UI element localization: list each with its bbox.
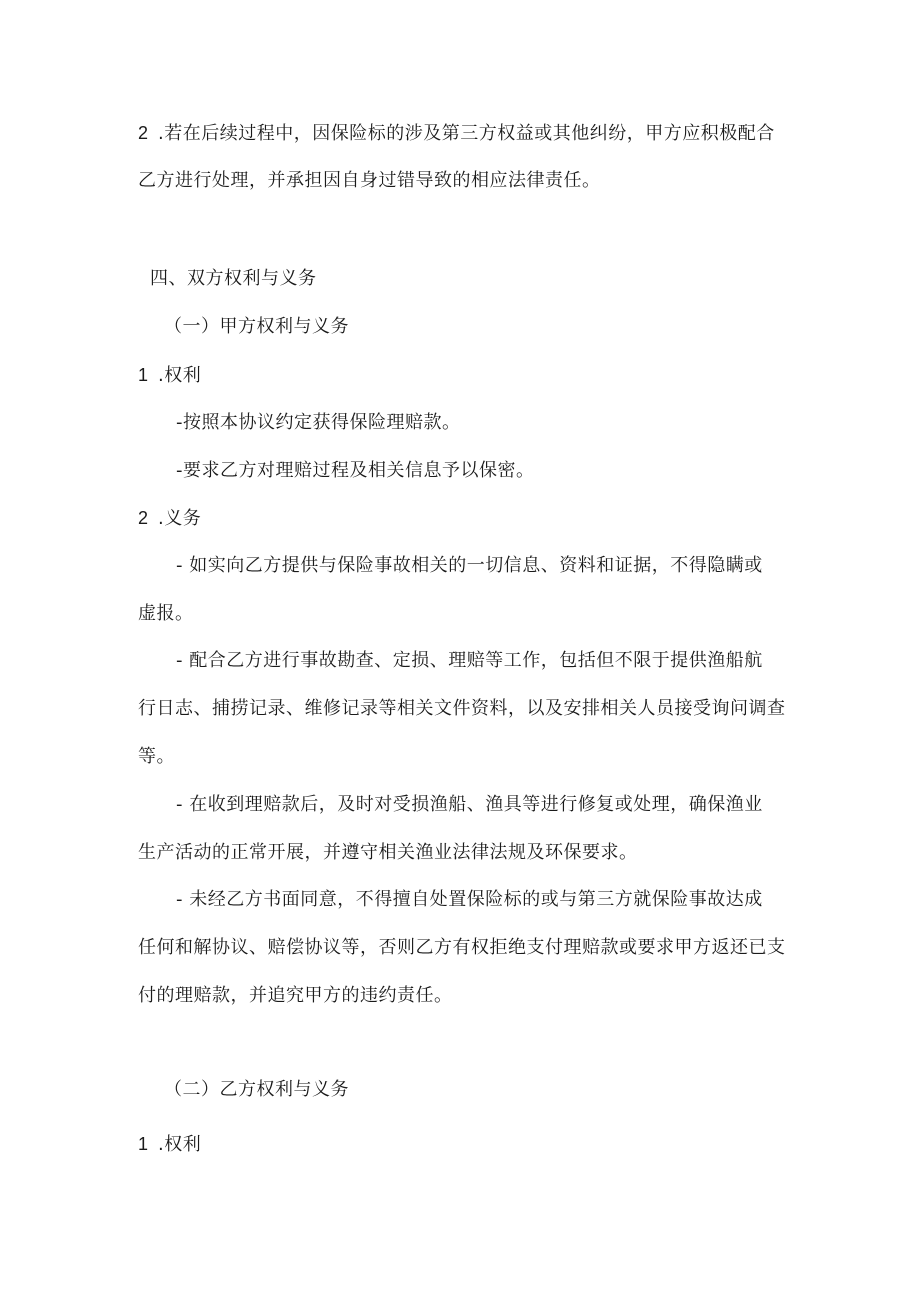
item-number: 1 <box>138 365 149 385</box>
item-number: 2 <box>138 508 149 528</box>
rights-label <box>138 366 201 385</box>
rights-item-1: -按照本协议约定获得保险理赔款。 <box>176 412 461 433</box>
label-text: .义务 <box>158 508 202 529</box>
obligation-4-line-3: 付的理赔款，并追究甲方的违约责任。 <box>138 985 453 1006</box>
paragraph-item-2-line-1 <box>138 124 775 143</box>
obligation-2-line-2: 行日志、捕捞记录、维修记录等相关文件资料，以及安排相关人员接受询问调查 <box>138 698 786 719</box>
obligation-4-line-2: 任何和解协议、赔偿协议等，否则乙方有权拒绝支付理赔款或要求甲方返还已支 <box>138 937 786 958</box>
obligations-label <box>138 509 201 528</box>
item-number: 2 <box>138 123 149 143</box>
subsection-heading-party-b: （二）乙方权利与义务 <box>164 1079 349 1100</box>
label-text: .权利 <box>158 1134 202 1155</box>
item-number: 1 <box>138 1134 149 1154</box>
obligation-2-line-1: - 配合乙方进行事故勘查、定损、理赔等工作，包括但不限于提供渔船航 <box>176 650 763 671</box>
paragraph-item-2-line-2: 乙方进行处理，并承担因自身过错导致的相应法律责任。 <box>138 170 601 191</box>
rights-item-2: -要求乙方对理赔过程及相关信息予以保密。 <box>176 460 535 481</box>
obligation-3-line-2: 生产活动的正常开展，并遵守相关渔业法律法规及环保要求。 <box>138 842 638 863</box>
paragraph-text: .若在后续过程中，因保险标的涉及第三方权益或其他纠纷，甲方应积极配合 <box>158 123 775 144</box>
obligation-1-line-2: 虚报。 <box>138 603 194 624</box>
obligation-4-line-1: - 未经乙方书面同意，不得擅自处置保险标的或与第三方就保险事故达成 <box>176 889 763 910</box>
obligation-1-line-1: - 如实向乙方提供与保险事故相关的一切信息、资料和证据，不得隐瞒或 <box>176 555 763 576</box>
party-b-rights-label <box>138 1135 201 1154</box>
label-text: .权利 <box>158 365 202 386</box>
obligation-2-line-3: 等。 <box>138 746 175 767</box>
section-heading: 四、双方权利与义务 <box>150 268 317 289</box>
obligation-3-line-1: - 在收到理赔款后，及时对受损渔船、渔具等进行修复或处理，确保渔业 <box>176 794 763 815</box>
subsection-heading-party-a: （一）甲方权利与义务 <box>164 316 349 337</box>
